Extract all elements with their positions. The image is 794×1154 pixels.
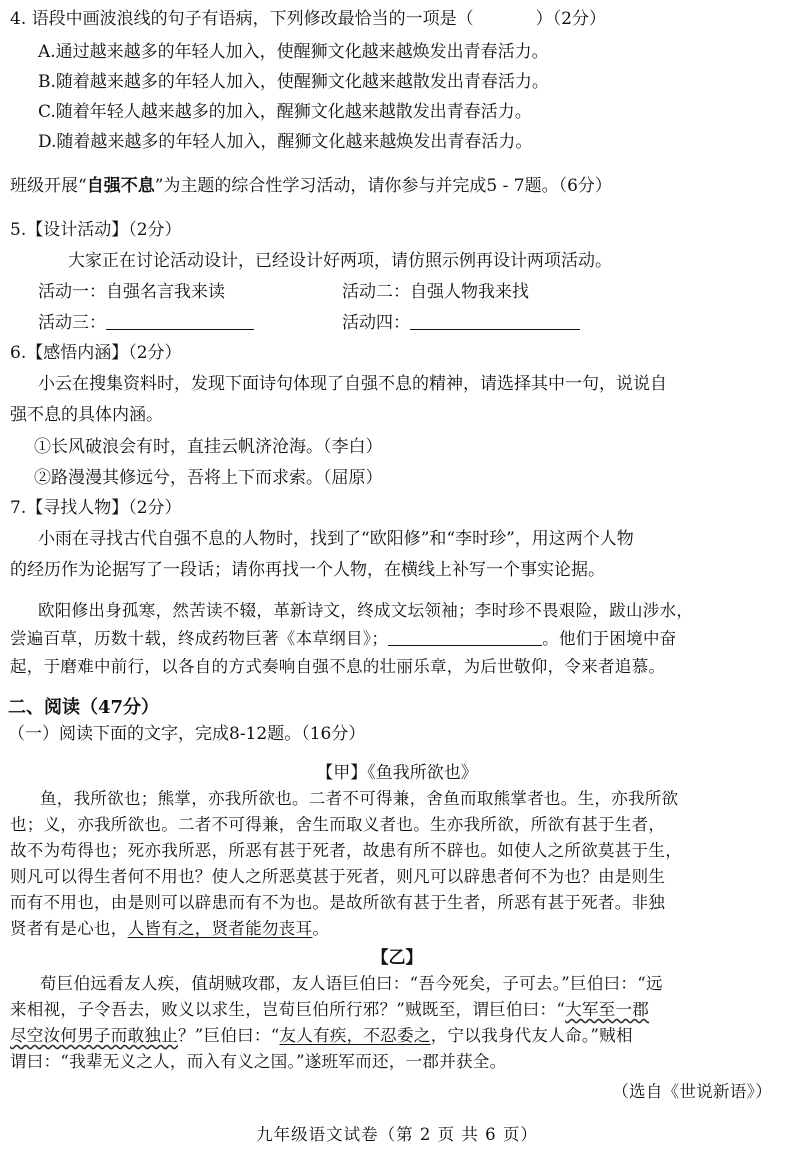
q5-activity-3 xyxy=(38,312,254,334)
jia-line-5: 而有不用也，由是则可以辟患而有不为也。是故所欲有甚于生者，所恶有甚于死者。非独 xyxy=(10,893,666,912)
q5-activity-4 xyxy=(342,312,580,334)
jia-line-6 xyxy=(10,918,329,940)
q4-stem: 4. 语段中画波浪线的句子有语病，下列修改最恰当的一项是（ xyxy=(10,9,474,29)
q5-activity-1: 活动一：自强名言我来读 xyxy=(38,282,225,302)
q6-poem-2: ②路漫漫其修远兮，吾将上下而求索。（屈原） xyxy=(34,468,383,488)
yi-line-3c: ，宁以我身代友人命。”贼相 xyxy=(430,1026,633,1045)
jia-title: 【甲】《鱼我所欲也》 xyxy=(316,763,478,783)
yi-source: （选自《世说新语》） xyxy=(612,1082,772,1101)
intro-theme: 自强不息 xyxy=(86,176,155,196)
q5-activity-2: 活动二：自强人物我来找 xyxy=(342,282,529,302)
q4-option-b: B.随着越来越多的年轻人加入，使醒狮文化越来越散发出青春活力。 xyxy=(38,72,549,92)
q5-activity-4-blank[interactable] xyxy=(410,313,580,330)
q6-desc-2: 强不息的具体内涵。 xyxy=(10,405,163,425)
q4-stem-end: ）（2分） xyxy=(535,9,606,29)
yi-line-2 xyxy=(10,999,649,1021)
q7-desc-1: 小雨在寻找古代自强不息的人物时，找到了“欧阳修”和“李时珍”，用这两个人物 xyxy=(38,529,634,549)
yi-line-1: 荀巨伯远看友人疾，值胡贼攻郡，友人语巨伯曰：“吾今死矣，子可去。”巨伯曰：“远 xyxy=(40,974,663,993)
q7-passage-2b: 。他们于困境中奋 xyxy=(542,629,677,648)
q5-title: 5.【设计活动】（2分） xyxy=(10,220,182,240)
q4-option-a: A.通过越来越多的年轻人加入，使醒狮文化越来越焕发出青春活力。 xyxy=(38,42,549,62)
q7-desc-2: 的经历作为论据写了一段话；请你再找一个人物，在横线上补写一个事实论据。 xyxy=(10,560,605,580)
jia-line-6c: 。 xyxy=(312,919,330,938)
jia-line-2: 也；义，亦我所欲也。二者不可得兼，舍生而取义者也。生亦我所欲，所欲有甚于生者， xyxy=(10,815,666,834)
yi-line-3 xyxy=(10,1025,633,1047)
yi-underlined-sentence: 友人有疾，不忍委之 xyxy=(279,1026,431,1045)
q5-activity-4-label: 活动四： xyxy=(342,313,410,333)
yi-wavy-sentence-2: 尽空汝何男子而敢独止 xyxy=(10,1026,178,1045)
jia-line-6a: 贤者有是心也， xyxy=(10,919,128,938)
q7-title: 7.【寻找人物】（2分） xyxy=(10,498,182,518)
q6-desc-1: 小云在搜集资料时，发现下面诗句体现了自强不息的精神，请选择其中一句，说说自 xyxy=(38,374,667,394)
intro-post: ”为主题的综合性学习活动，请你参与并完成5 - 7题。（6分） xyxy=(154,176,612,196)
page-footer: 九年级语文试卷（第 2 页 共 6 页） xyxy=(256,1125,538,1144)
yi-wavy-sentence-1: 大军至一郡 xyxy=(565,1000,650,1019)
jia-line-4: 则凡可以得生者何不用也？使人之所恶莫甚于死者，则凡可以辟患者何不为也？由是则生 xyxy=(10,867,666,886)
yi-title: 【乙】 xyxy=(371,948,423,968)
q5-activity-3-blank[interactable] xyxy=(106,313,254,330)
q7-passage-2 xyxy=(10,628,677,650)
q6-title: 6.【感悟内涵】（2分） xyxy=(10,343,182,363)
jia-line-3: 故不为苟得也；死亦我所恶，所恶有甚于死者，故患有所不辟也。如使人之所欲莫甚于生， xyxy=(10,841,682,860)
yi-line-2-text: 来相视，子令吾去，败义以求生，岂荀巨伯所行邪？”贼既至，谓巨伯曰：“ xyxy=(10,1000,566,1019)
q4-option-d: D.随着越来越多的年轻人加入，醒狮文化越来越焕发出青春活力。 xyxy=(38,132,533,152)
q7-answer-blank[interactable] xyxy=(388,629,542,646)
q4-stem-line xyxy=(10,8,606,30)
q6-poem-1: ①长风破浪会有时，直挂云帆济沧海。（李白） xyxy=(34,437,383,457)
q7-passage-2a: 尝遍百草，历数十载，终成药物巨著《本草纲目》； xyxy=(10,629,389,648)
q5-activity-3-label: 活动三： xyxy=(38,313,106,333)
yi-line-4: 谓曰：“我辈无义之人，而入有义之国。”遂班军而还，一郡并获全。 xyxy=(10,1052,507,1071)
q7-passage-1: 欧阳修出身孤寒，然苦读不辍，革新诗文，终成文坛领袖；李时珍不畏艰险，跋山涉水， xyxy=(38,601,694,620)
jia-line-1: 鱼，我所欲也；熊掌，亦我所欲也。二者不可得兼，舍鱼而取熊掌者也。生，亦我所欲 xyxy=(40,789,679,808)
yi-line-3a: ？”巨伯曰：“ xyxy=(178,1026,280,1045)
q4-option-c: C.随着年轻人越来越多的加入，醒狮文化越来越散发出青春活力。 xyxy=(38,102,532,122)
q5-desc: 大家正在讨论活动设计，已经设计好两项，请仿照示例再设计两项活动。 xyxy=(68,251,612,271)
section2-heading: 二、阅读（47分） xyxy=(8,697,160,718)
jia-underlined-sentence: 人皆有之，贤者能勿丧耳 xyxy=(127,919,313,938)
section2-subheading: （一）阅读下面的文字，完成8-12题。（16分） xyxy=(8,724,366,744)
q7-passage-3: 起，于磨难中前行，以各自的方式奏响自强不息的壮丽乐章，为后世敬仰，令来者追慕。 xyxy=(10,657,666,676)
intro-pre: 班级开展“ xyxy=(10,176,87,196)
activity-intro xyxy=(10,175,612,197)
